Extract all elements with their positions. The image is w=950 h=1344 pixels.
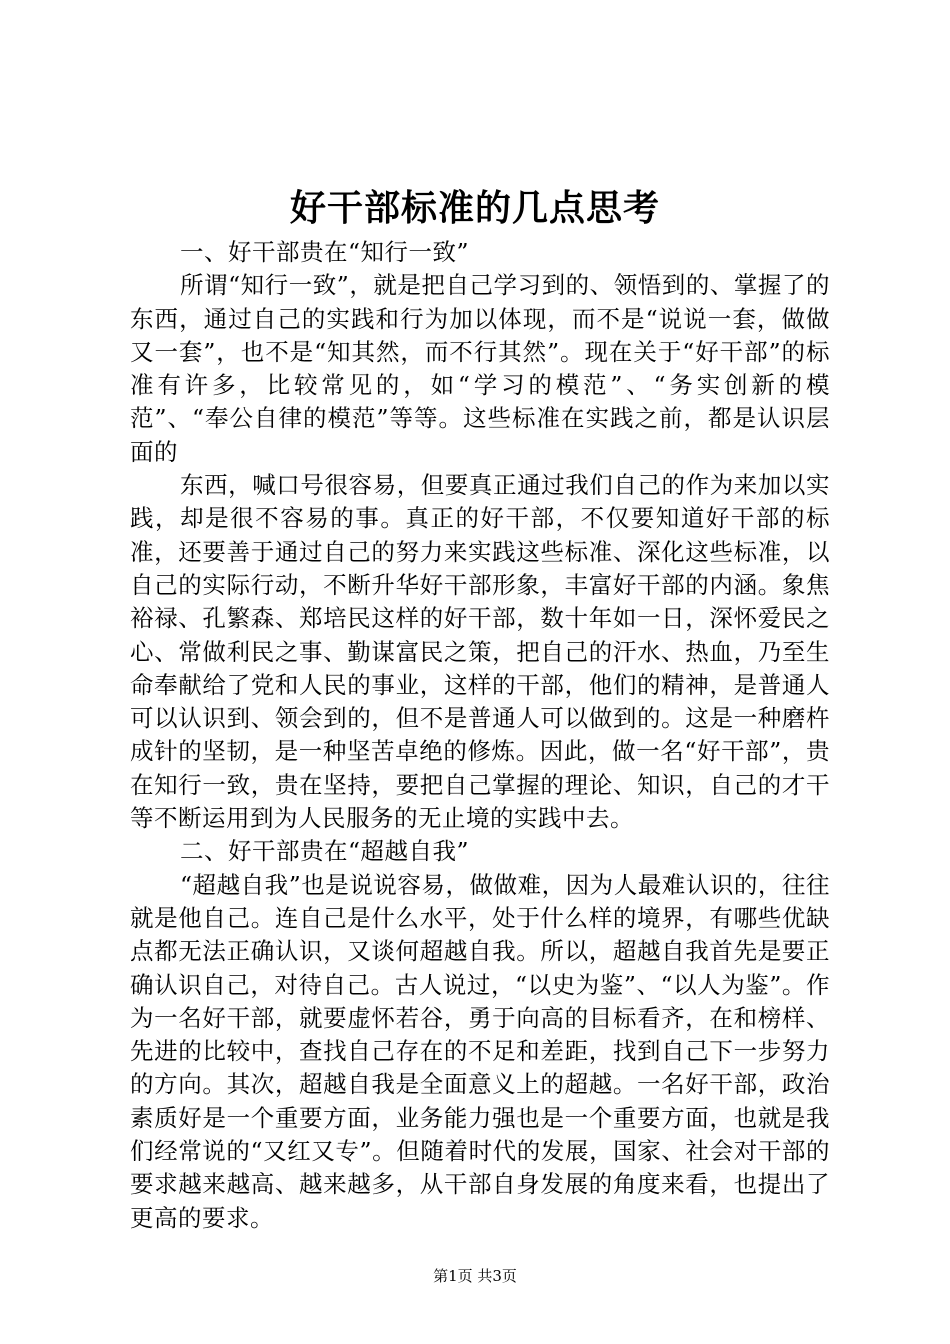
section-heading: 二、好干部贵在“超越自我” bbox=[180, 837, 470, 866]
body-paragraph: 所谓“知行一致”，就是把自己学习到的、领悟到的、掌握了的东西，通过自己的实践和行为加以体现，而不是“说说一套，做做又一套”，也不是“知其然，而不行其然”。现在关于“好干部”的标准有许多，比较常见的，如“学习的模范”、“务实创新的模范”、“奉公自律的模范”等等。这些标准在实践之前，都是认识层面的 bbox=[130, 271, 830, 466]
body-paragraph: 东西，喊口号很容易，但要真正通过我们自己的作为来加以实践，却是很不容易的事。真正的好干部，不仅要知道好干部的标准，还要善于通过自己的努力来实践这些标准、深化这些标准，以自己的实际行动，不断升华好干部形象，丰富好干部的内涵。象焦裕禄、孔繁森、郑培民这样的好干部，数十年如一日，深怀爱民之心、常做利民之事、勤谋富民之策，把自己的汗水、热血，乃至生命奉献给了党和人民的事业，这样的干部，他们的精神，是普通人可以认识到、领会到的，但不是普通人可以做到的。这是一种磨杵成针的坚韧，是一种坚苦卓绝的修炼。因此，做一名“好干部”，贵在知行一致，贵在坚持，要把自己掌握的理论、知识，自己的才干等不断运用到为人民服务的无止境的实践中去。 bbox=[130, 471, 830, 833]
section-heading: 一、好干部贵在“知行一致” bbox=[180, 238, 470, 266]
document-body bbox=[130, 236, 830, 1235]
document-title: 好干部标准的几点思考 bbox=[289, 187, 660, 229]
page-number: 第1页 共3页 bbox=[433, 1267, 517, 1285]
body-paragraph: “超越自我”也是说说容易，做做难，因为人最难认识的，往往就是他自己。连自己是什么水平，处于什么样的境界，有哪些优缺点都无法正确认识，又谈何超越自我。所以，超越自我首先是要正确认识自己，对待自己。古人说过，“以史为鉴”、“以人为鉴”。作为一名好干部，就要虚怀若谷，勇于向高的目标看齐，在和榜样、先进的比较中，查找自己存在的不足和差距，找到自己下一步努力的方向。其次，超越自我是全面意义上的超越。一名好干部，政治素质好是一个重要方面，业务能力强也是一个重要方面，也就是我们经常说的“又红又专”。但随着时代的发展，国家、社会对干部的要求越来越高、越来越多，从干部自身发展的角度来看，也提出了更高的要求。 bbox=[130, 870, 830, 1232]
